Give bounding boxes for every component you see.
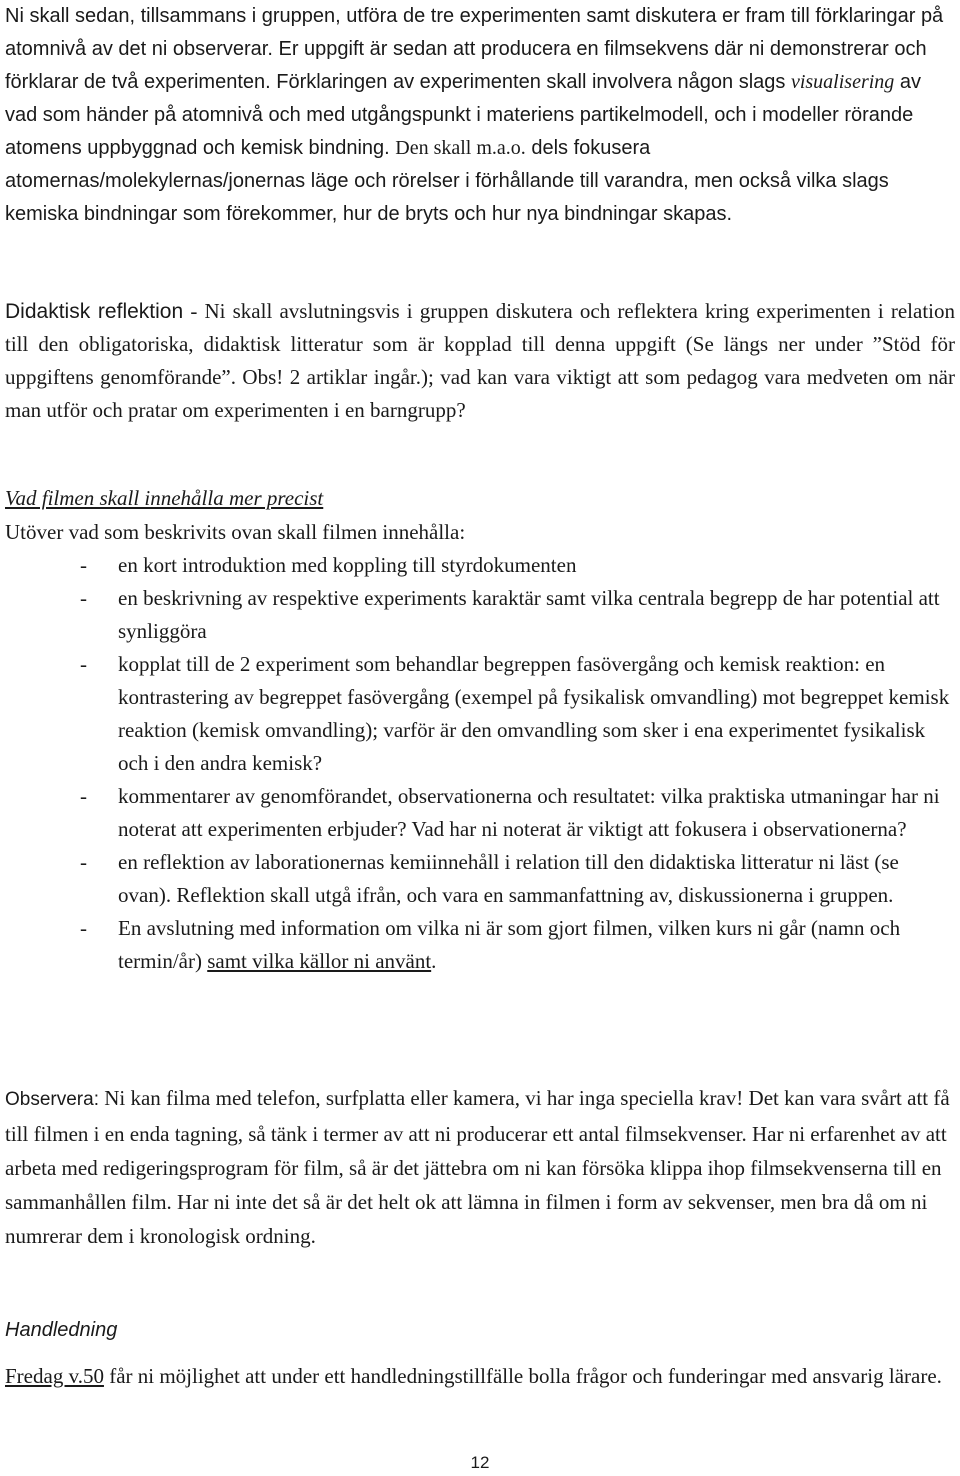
section-heading-handledning: Handledning <box>5 1319 118 1341</box>
list-item-underlined: samt vilka källor ni använt <box>207 949 432 973</box>
didaktisk-label: Didaktisk reflektion <box>5 300 184 323</box>
list-item <box>5 582 955 648</box>
paragraph-observera <box>5 1081 955 1253</box>
observera-text: Ni kan filma med telefon, surfplatta eller kamera, vi har inga speciella krav! Det kan vara svårt att få till filmen i en enda tagning, så tänk i termer av att ni producerar ett antal filmsekvenser. Har ni erfarenhet av att arbeta med redigeringsprogram för film, så är det jättebra om ni kan försöka klippa ihop filmsekvenserna till en sammanhållen film. Har ni inte det så är det helt ok att lämna in filmen i form av sekvenser, men bra då om ni numrerar dem i kronologisk ordning. <box>5 1086 950 1248</box>
p1-part-a: Ni skall sedan, tillsammans i gruppen, utföra de tre experimenten samt diskutera er fram till förklaringar på atomnivå av det ni observerar. Er uppgift är sedan att producera en filmsekvens där ni demonstrerar och förklarar de två experimenten. Förklaringen av experimenten skall involvera någon slags <box>5 5 944 93</box>
film-requirements-list <box>5 549 955 978</box>
dash-bullet: - <box>80 784 87 808</box>
handledning-text: får ni möjlighet att under ett handledningstillfälle bolla frågor och funderingar med ansvarig lärare. <box>103 1364 942 1388</box>
dash-bullet: - <box>80 586 87 610</box>
paragraph-didaktisk-reflektion <box>5 295 955 427</box>
list-item <box>5 912 955 978</box>
dash-bullet: - <box>80 553 87 577</box>
list-item-text: en kort introduktion med koppling till styrdokumenten <box>118 553 577 577</box>
list-item <box>5 780 955 846</box>
p1-part-c: Den skall m.a.o. <box>395 137 526 159</box>
list-item-text: kopplat till de 2 experiment som behandlar begreppen fasövergång och kemisk reaktion: en kontrastering av begreppet fasövergång (exempel på fysikalisk omvandling) mot begreppet kemisk reaktion (kemisk omvandling); varför är den omvandling som sker i ena experimentet fysikalisk och i den andra kemisk? <box>118 652 950 775</box>
list-item <box>5 549 955 582</box>
list-item-text: kommentarer av genomförandet, observationerna och resultatet: vilka praktiska utmaningar har ni noterat att experimenten erbjuder? Vad har ni noterat är viktigt att fokusera i observationerna? <box>118 784 940 841</box>
dash-bullet: - <box>80 652 87 676</box>
dash-bullet: - <box>80 916 87 940</box>
p1-part-d: dels fokusera atomernas/molekylernas/jonernas läge och rörelser i förhållande till varandra, men också vilka slags kemiska bindningar som förekommer, hur de bryts och hur nya bindningar skapas. <box>5 137 889 225</box>
list-item-text: en beskrivning av respektive experiments karaktär samt vilka centrala begrepp de har potential att synliggöra <box>118 586 940 643</box>
list-item-end: . <box>431 949 437 973</box>
p1-emphasis: visualisering <box>790 71 895 93</box>
section-heading-film: Vad filmen skall innehålla mer precist <box>5 486 324 510</box>
film-intro: Utöver vad som beskrivits ovan skall filmen innehålla: <box>5 520 466 544</box>
list-item-text: en reflektion av laborationernas kemiinnehåll i relation till den didaktiska litteratur ni läst (se ovan). Reflektion skall utgå ifrån, och vara en sammanfattning av, diskussionerna i gruppen. <box>118 850 899 907</box>
p1-part-b: av vad som händer på atomnivå och med utgångspunkt i materiens partikelmodell, och i modeller rörande atomens uppbyggnad och kemisk bindning. <box>5 71 921 159</box>
paragraph-task-description <box>5 0 955 231</box>
list-item-text: En avslutning med information om vilka ni är som gjort filmen, vilken kurs ni går (namn och termin/år) <box>118 916 901 973</box>
observera-label: Observera: <box>5 1089 99 1110</box>
list-item <box>5 648 955 780</box>
page-number: 12 <box>470 1453 490 1472</box>
dash-bullet: - <box>80 850 87 874</box>
list-item <box>5 846 955 912</box>
paragraph-handledning <box>5 1359 955 1393</box>
didaktisk-text: - Ni skall avslutningsvis i gruppen diskutera och reflektera kring experimenten i relation till den obligatoriska, didaktisk litteratur som är kopplad till denna uppgift (Se längs ner under ”Stöd för uppgiftens genomförande”. Obs! 2 artiklar ingår.); vad kan vara viktigt att som pedagog vara medveten om när man utför och pratar om experimenten i en barngrupp? <box>5 299 956 422</box>
handledning-date-link[interactable]: Fredag v.50 <box>5 1364 104 1388</box>
